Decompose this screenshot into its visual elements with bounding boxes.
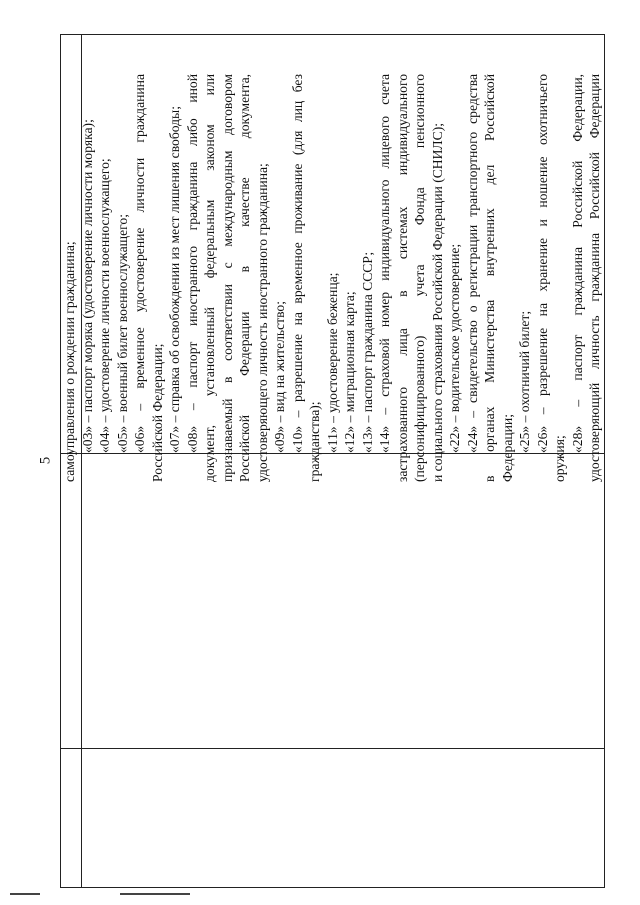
description-line: «14» – страховой номер индивидуального лицевого счета xyxy=(377,74,392,453)
description-line: «09» – вид на жительство; xyxy=(272,301,287,453)
description-line: (персонифицированного) учета Фонда пенсионного xyxy=(412,74,427,482)
table-cell-description xyxy=(61,69,603,487)
description-line: Российской Федерации; xyxy=(149,343,165,482)
description-line: в органах Министерства внутренних дел Российской xyxy=(482,74,497,482)
description-line: «22» – водительское удостоверение; xyxy=(447,243,462,453)
description-line: гражданства); xyxy=(307,401,322,482)
description-line: «06» – временное удостоверение личности гражданина xyxy=(132,74,147,453)
description-line: удостоверяющий личность гражданина Российской Федерации xyxy=(587,74,602,482)
description-line: «08» – паспорт иностранного гражданина либо иной xyxy=(184,74,200,453)
description-line: «07» – справка об освобождении из мест лишения свободы; xyxy=(167,106,182,453)
description-line: «13» – паспорт гражданина СССР; xyxy=(359,251,375,453)
description-line: Федерации; xyxy=(499,414,515,482)
description-line: «25» – охотничий билет; xyxy=(517,310,532,453)
table-row-border xyxy=(61,748,604,749)
description-line: документ, установленный федеральным законом или xyxy=(202,74,217,482)
scan-artifact xyxy=(10,893,40,895)
document-table xyxy=(60,34,605,888)
description-line: «28» – паспорт гражданина Российской Федерации, xyxy=(569,74,585,453)
description-line: «05» – военный билет военнослужащего; xyxy=(114,214,130,453)
description-line: «10» – разрешение на временное проживание (для лиц без xyxy=(289,74,305,453)
description-line: застрахованного лица в системах индивидуального xyxy=(394,74,410,482)
description-line: «11» – удостоверение беженца; xyxy=(324,272,340,453)
scan-artifact xyxy=(120,893,190,895)
description-line: «26» – разрешение на хранение и ношение охотничьего xyxy=(534,74,550,453)
description-line: «12» – миграционная карта; xyxy=(342,291,357,453)
description-line: «24» – свидетельство о регистрации транспортного средства xyxy=(464,74,480,453)
page-number: 5 xyxy=(37,456,54,465)
description-line: удостоверяющего личность иностранного гражданина; xyxy=(254,163,270,482)
description-line: самоуправления о рождении гражданина; xyxy=(62,241,77,482)
description-line: и социального страхования Российской Федерации (СНИЛС); xyxy=(429,122,445,482)
description-line: признаваемый в соответствии с международным договором xyxy=(219,74,235,482)
description-line: «04» – удостоверение личности военнослужащего; xyxy=(97,158,112,453)
description-line: оружия; xyxy=(552,435,567,482)
description-line: Российской Федерации в качестве документа, xyxy=(237,74,252,482)
description-line: «03» – паспорт моряка (удостоверение личности моряка); xyxy=(79,119,95,453)
